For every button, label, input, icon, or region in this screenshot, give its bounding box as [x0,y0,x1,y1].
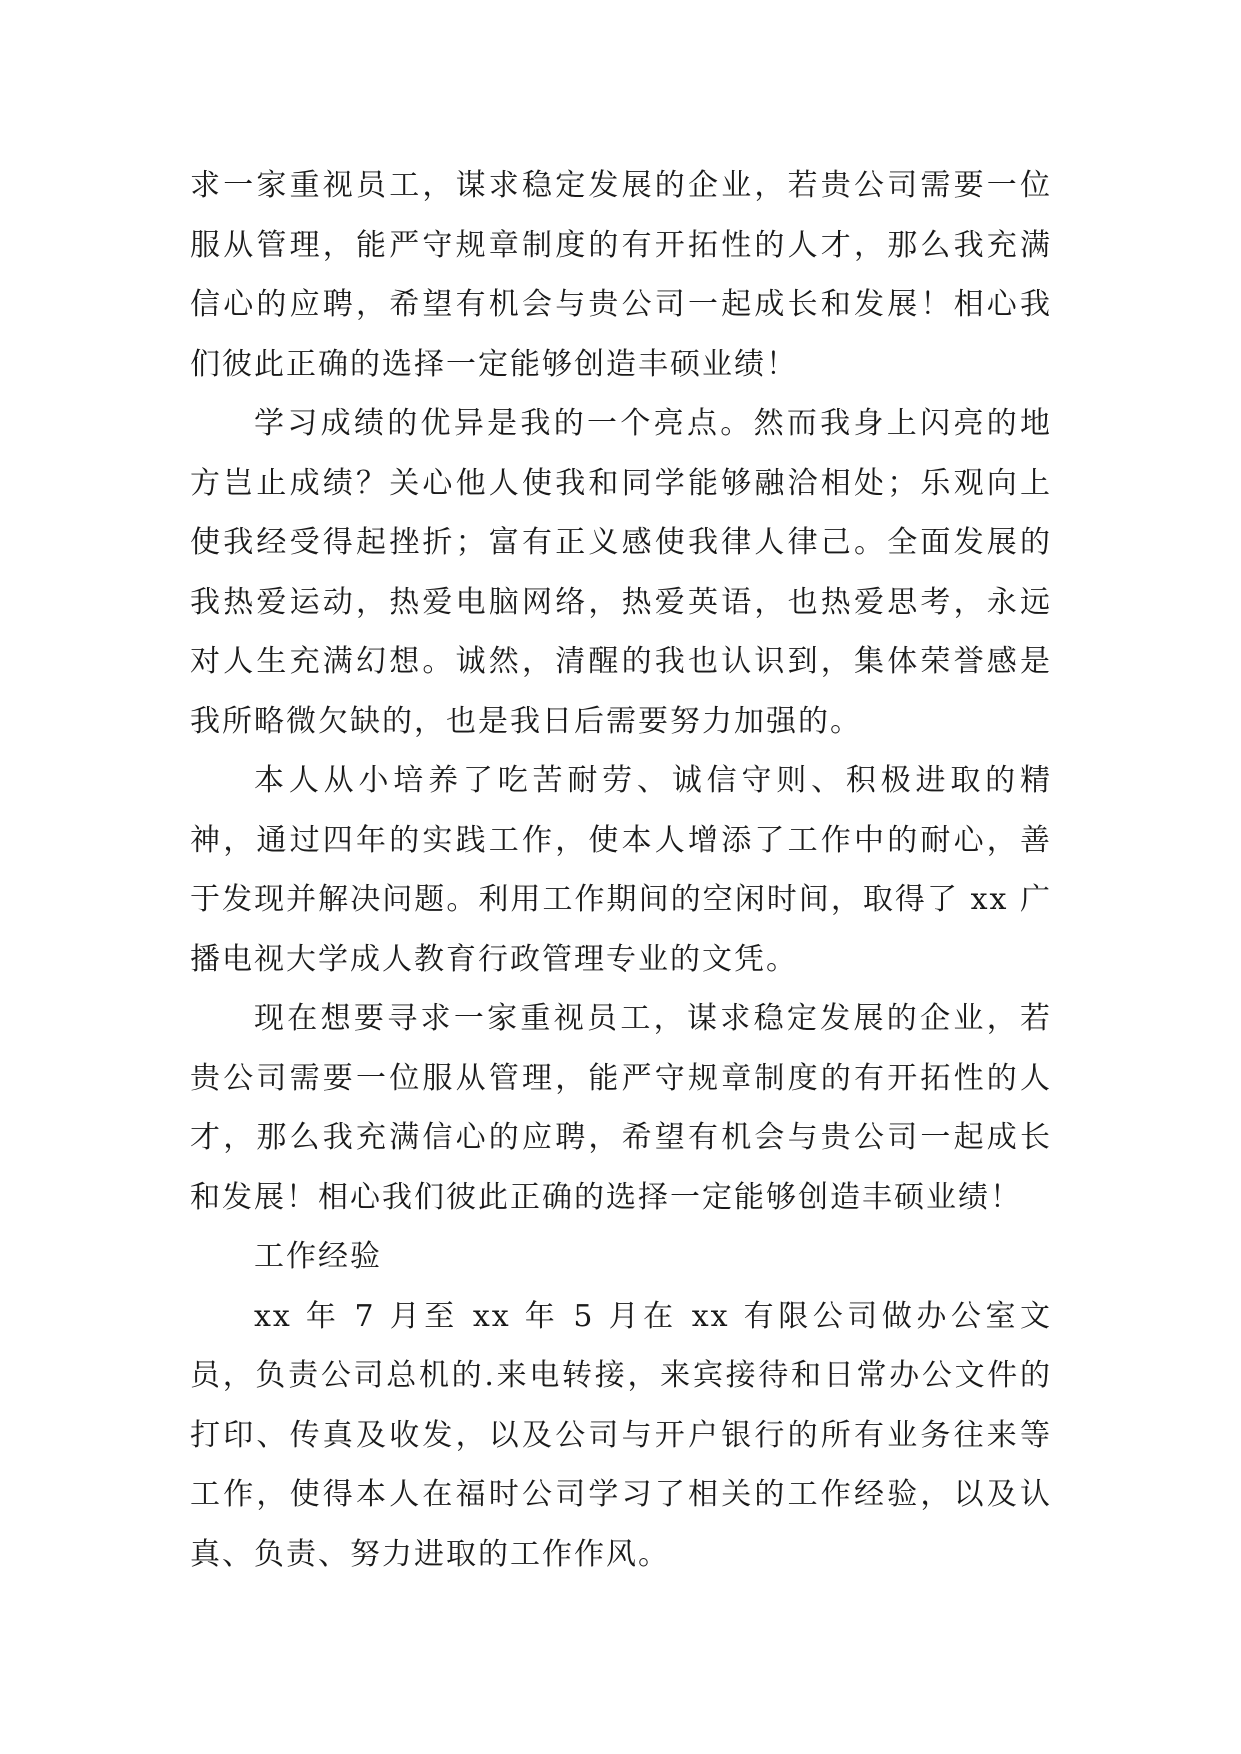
paragraph-4: 现在想要寻求一家重视员工，谋求稳定发展的企业，若贵公司需要一位服从管理，能严守规章制度的有开拓性的人才，那么我充满信心的应聘，希望有机会与贵公司一起成长和发展！相心我们彼此正确的选择一定能够创造丰硕业绩！ [190,1001,1052,1215]
document-body [190,156,1052,1584]
paragraph-2: 学习成绩的优异是我的一个亮点。然而我身上闪亮的地方岂止成绩？关心他人使我和同学能够融洽相处；乐观向上使我经受得起挫折；富有正义感使我律人律己。全面发展的我热爱运动，热爱电脑网络，热爱英语，也热爱思考，永远对人生充满幻想。诚然，清醒的我也认识到，集体荣誉感是我所略微欠缺的，也是我日后需要努力加强的。 [190,406,1052,739]
paragraph-work-experience: xx 年 7 月至 xx 年 5 月在 xx 有限公司做办公室文员，负责公司总机的.来电转接，来宾接待和日常办公文件的打印、传真及收发，以及公司与开户银行的所有业务往来等工作，使得本人在福时公司学习了相关的工作经验，以及认真、负责、努力进取的工作作风。 [190,1298,1052,1572]
paragraph-3: 本人从小培养了吃苦耐劳、诚信守则、积极进取的精神，通过四年的实践工作，使本人增添了工作中的耐心，善于发现并解决问题。利用工作期间的空闲时间，取得了 xx 广播电视大学成人教育行政管理专业的文凭。 [190,763,1052,977]
paragraph-1: 求一家重视员工，谋求稳定发展的企业，若贵公司需要一位服从管理，能严守规章制度的有开拓性的人才，那么我充满信心的应聘，希望有机会与贵公司一起成长和发展！相心我们彼此正确的选择一定能够创造丰硕业绩！ [190,168,1052,382]
section-heading-work-experience: 工作经验 [254,1239,382,1274]
